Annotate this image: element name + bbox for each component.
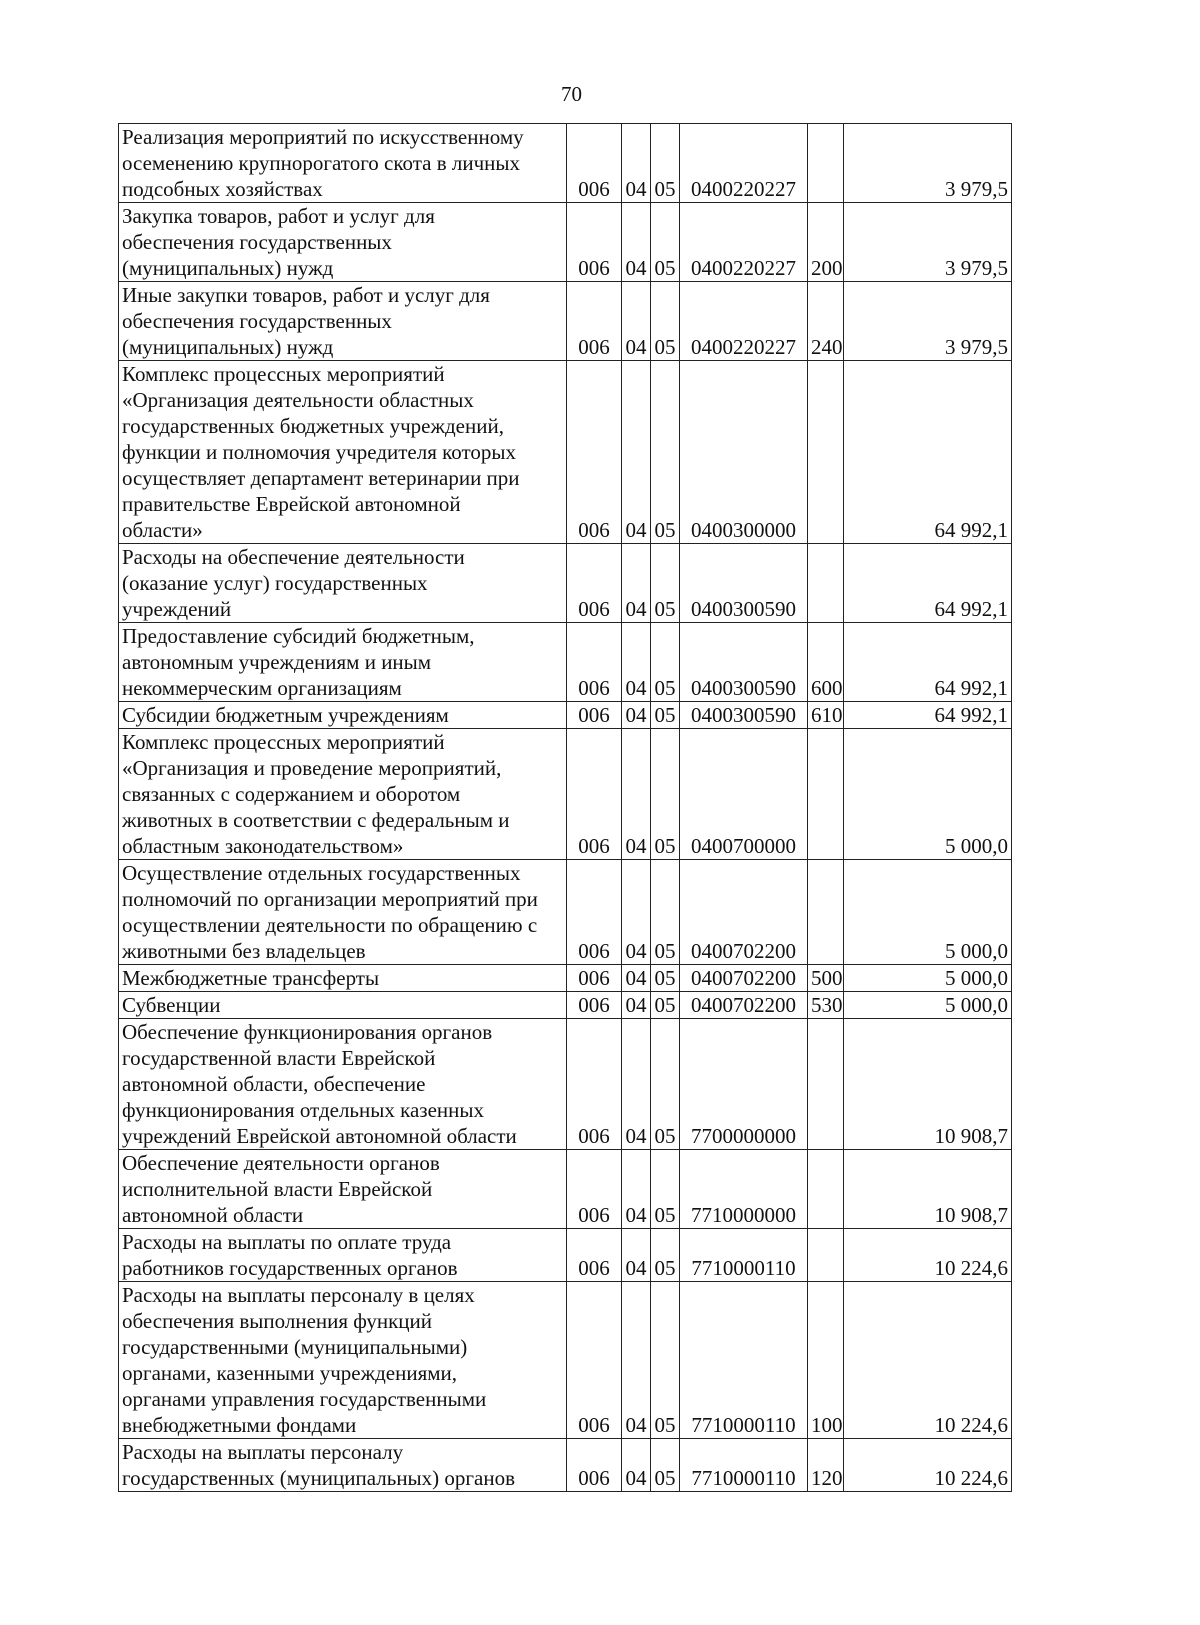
- grbs-code-cell: 006: [567, 1439, 622, 1492]
- target-article-cell: 0400702200: [680, 860, 808, 965]
- table-row: [119, 361, 1012, 544]
- table-row: [119, 623, 1012, 702]
- section-code-cell: 04: [622, 1019, 651, 1150]
- subsection-code-cell: 05: [651, 1150, 680, 1229]
- amount-cell: 64 992,1: [844, 623, 1012, 702]
- amount-cell: 10 224,6: [844, 1439, 1012, 1492]
- section-code-cell: 04: [622, 544, 651, 623]
- row-name-cell: Межбюджетные трансферты: [119, 965, 567, 992]
- amount-cell: 3 979,5: [844, 203, 1012, 282]
- subsection-code-cell: 05: [651, 1229, 680, 1282]
- row-name-cell: Реализация мероприятий по искусственному осеменению крупнорогатого скота в личных подсобных хозяйствах: [119, 124, 567, 203]
- budget-table-body: [119, 124, 1012, 1492]
- section-code-cell: 04: [622, 1229, 651, 1282]
- subsection-code-cell: 05: [651, 729, 680, 860]
- expense-type-cell: 200: [808, 203, 844, 282]
- expense-type-cell: [808, 361, 844, 544]
- table-row: [119, 1019, 1012, 1150]
- amount-cell: 64 992,1: [844, 544, 1012, 623]
- section-code-cell: 04: [622, 1150, 651, 1229]
- row-name-cell: Комплекс процессных мероприятий «Организация и проведение мероприятий, связанных с содержанием и оборотом животных в соответствии с федеральным и областным законодательством»: [119, 729, 567, 860]
- grbs-code-cell: 006: [567, 124, 622, 203]
- subsection-code-cell: 05: [651, 860, 680, 965]
- section-code-cell: 04: [622, 361, 651, 544]
- amount-cell: 3 979,5: [844, 282, 1012, 361]
- section-code-cell: 04: [622, 965, 651, 992]
- amount-cell: 3 979,5: [844, 124, 1012, 203]
- table-row: [119, 544, 1012, 623]
- amount-cell: 5 000,0: [844, 992, 1012, 1019]
- target-article-cell: 7710000110: [680, 1282, 808, 1439]
- grbs-code-cell: 006: [567, 282, 622, 361]
- subsection-code-cell: 05: [651, 1019, 680, 1150]
- table-row: [119, 282, 1012, 361]
- section-code-cell: 04: [622, 1439, 651, 1492]
- expense-type-cell: [808, 1229, 844, 1282]
- grbs-code-cell: 006: [567, 860, 622, 965]
- amount-cell: 5 000,0: [844, 729, 1012, 860]
- table-row: [119, 1229, 1012, 1282]
- row-name-cell: Расходы на выплаты персоналу в целях обеспечения выполнения функций государственными (муниципальными) органами, казенными учреждениями, органами управления государственными внебюджетными фондами: [119, 1282, 567, 1439]
- grbs-code-cell: 006: [567, 544, 622, 623]
- section-code-cell: 04: [622, 623, 651, 702]
- table-row: [119, 1282, 1012, 1439]
- row-name-cell: Расходы на выплаты персоналу государственных (муниципальных) органов: [119, 1439, 567, 1492]
- section-code-cell: 04: [622, 860, 651, 965]
- subsection-code-cell: 05: [651, 1282, 680, 1439]
- expense-type-cell: 120: [808, 1439, 844, 1492]
- row-name-cell: Предоставление субсидий бюджетным, автономным учреждениям и иным некоммерческим организациям: [119, 623, 567, 702]
- row-name-cell: Субвенции: [119, 992, 567, 1019]
- expense-type-cell: 530: [808, 992, 844, 1019]
- target-article-cell: 0400700000: [680, 729, 808, 860]
- subsection-code-cell: 05: [651, 965, 680, 992]
- grbs-code-cell: 006: [567, 203, 622, 282]
- grbs-code-cell: 006: [567, 1229, 622, 1282]
- section-code-cell: 04: [622, 124, 651, 203]
- grbs-code-cell: 006: [567, 1019, 622, 1150]
- target-article-cell: 0400220227: [680, 124, 808, 203]
- table-row: [119, 124, 1012, 203]
- row-name-cell: Субсидии бюджетным учреждениям: [119, 702, 567, 729]
- section-code-cell: 04: [622, 992, 651, 1019]
- table-row: [119, 702, 1012, 729]
- amount-cell: 64 992,1: [844, 361, 1012, 544]
- target-article-cell: 0400300000: [680, 361, 808, 544]
- subsection-code-cell: 05: [651, 702, 680, 729]
- amount-cell: 5 000,0: [844, 860, 1012, 965]
- target-article-cell: 0400220227: [680, 203, 808, 282]
- row-name-cell: Комплекс процессных мероприятий «Организация деятельности областных государственных бюджетных учреждений, функции и полномочия учредителя которых осуществляет департамент ветеринарии при правительстве Еврейской автономной области»: [119, 361, 567, 544]
- row-name-cell: Расходы на обеспечение деятельности (оказание услуг) государственных учреждений: [119, 544, 567, 623]
- page-number: 70: [561, 82, 582, 106]
- amount-cell: 5 000,0: [844, 965, 1012, 992]
- target-article-cell: 0400702200: [680, 992, 808, 1019]
- row-name-cell: Закупка товаров, работ и услуг для обеспечения государственных (муниципальных) нужд: [119, 203, 567, 282]
- section-code-cell: 04: [622, 282, 651, 361]
- grbs-code-cell: 006: [567, 623, 622, 702]
- grbs-code-cell: 006: [567, 702, 622, 729]
- row-name-cell: Обеспечение деятельности органов исполнительной власти Еврейской автономной области: [119, 1150, 567, 1229]
- target-article-cell: 7700000000: [680, 1019, 808, 1150]
- table-row: [119, 1150, 1012, 1229]
- budget-table: [118, 123, 1012, 1492]
- target-article-cell: 7710000000: [680, 1150, 808, 1229]
- expense-type-cell: 600: [808, 623, 844, 702]
- target-article-cell: 0400220227: [680, 282, 808, 361]
- subsection-code-cell: 05: [651, 992, 680, 1019]
- expense-type-cell: [808, 729, 844, 860]
- expense-type-cell: [808, 1150, 844, 1229]
- grbs-code-cell: 006: [567, 1150, 622, 1229]
- expense-type-cell: 240: [808, 282, 844, 361]
- expense-type-cell: 100: [808, 1282, 844, 1439]
- target-article-cell: 7710000110: [680, 1439, 808, 1492]
- target-article-cell: 0400300590: [680, 702, 808, 729]
- subsection-code-cell: 05: [651, 124, 680, 203]
- subsection-code-cell: 05: [651, 1439, 680, 1492]
- expense-type-cell: 500: [808, 965, 844, 992]
- section-code-cell: 04: [622, 729, 651, 860]
- expense-type-cell: 610: [808, 702, 844, 729]
- amount-cell: 10 224,6: [844, 1229, 1012, 1282]
- grbs-code-cell: 006: [567, 1282, 622, 1439]
- subsection-code-cell: 05: [651, 203, 680, 282]
- expense-type-cell: [808, 1019, 844, 1150]
- expense-type-cell: [808, 860, 844, 965]
- table-row: [119, 965, 1012, 992]
- subsection-code-cell: 05: [651, 361, 680, 544]
- table-row: [119, 860, 1012, 965]
- grbs-code-cell: 006: [567, 361, 622, 544]
- expense-type-cell: [808, 544, 844, 623]
- section-code-cell: 04: [622, 203, 651, 282]
- subsection-code-cell: 05: [651, 282, 680, 361]
- target-article-cell: 0400300590: [680, 623, 808, 702]
- grbs-code-cell: 006: [567, 965, 622, 992]
- amount-cell: 10 908,7: [844, 1019, 1012, 1150]
- amount-cell: 10 224,6: [844, 1282, 1012, 1439]
- grbs-code-cell: 006: [567, 992, 622, 1019]
- subsection-code-cell: 05: [651, 623, 680, 702]
- row-name-cell: Иные закупки товаров, работ и услуг для обеспечения государственных (муниципальных) нужд: [119, 282, 567, 361]
- subsection-code-cell: 05: [651, 544, 680, 623]
- section-code-cell: 04: [622, 702, 651, 729]
- table-row: [119, 1439, 1012, 1492]
- expense-type-cell: [808, 124, 844, 203]
- table-row: [119, 203, 1012, 282]
- target-article-cell: 7710000110: [680, 1229, 808, 1282]
- table-row: [119, 729, 1012, 860]
- row-name-cell: Обеспечение функционирования органов государственной власти Еврейской автономной области, обеспечение функционирования отдельных казенных учреждений Еврейской автономной области: [119, 1019, 567, 1150]
- amount-cell: 64 992,1: [844, 702, 1012, 729]
- row-name-cell: Расходы на выплаты по оплате труда работников государственных органов: [119, 1229, 567, 1282]
- target-article-cell: 0400702200: [680, 965, 808, 992]
- table-row: [119, 992, 1012, 1019]
- target-article-cell: 0400300590: [680, 544, 808, 623]
- grbs-code-cell: 006: [567, 729, 622, 860]
- amount-cell: 10 908,7: [844, 1150, 1012, 1229]
- section-code-cell: 04: [622, 1282, 651, 1439]
- row-name-cell: Осуществление отдельных государственных полномочий по организации мероприятий при осуществлении деятельности по обращению с животными без владельцев: [119, 860, 567, 965]
